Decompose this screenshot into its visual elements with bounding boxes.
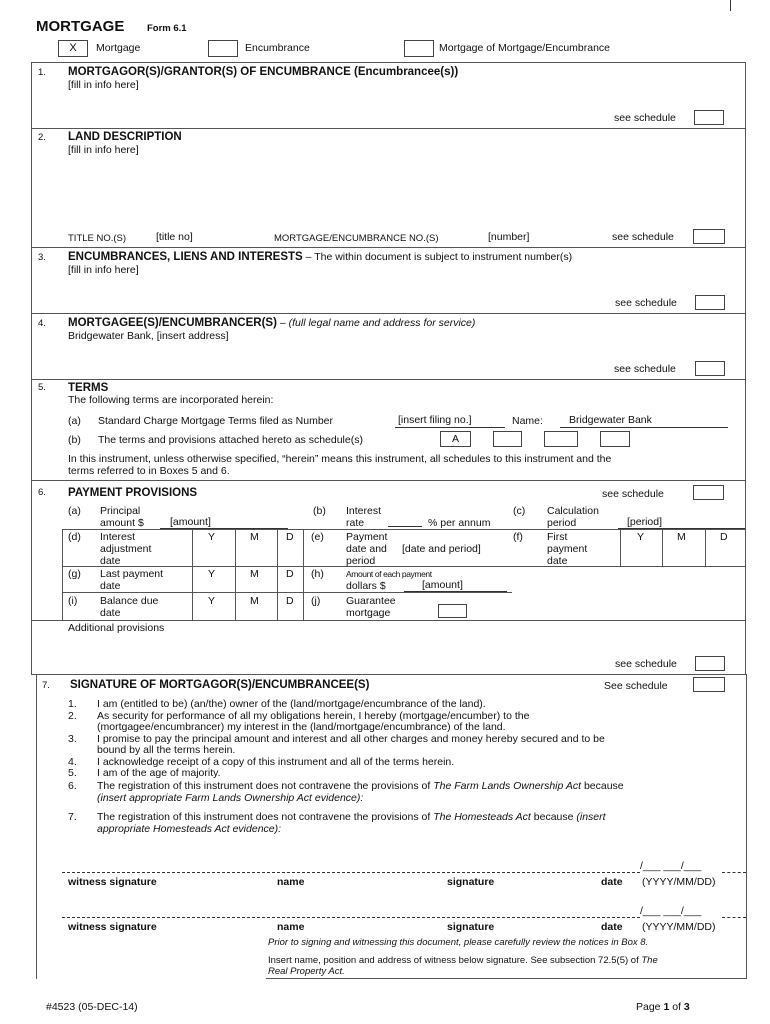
provision-g-label: (g) (68, 568, 81, 580)
section-3-heading (68, 251, 572, 263)
section-4-schedule-checkbox[interactable] (695, 361, 725, 376)
homesteads-act: The Homesteads Act (433, 811, 531, 823)
statement-7-number: 7. (68, 811, 77, 823)
term-a-name-underline (560, 427, 728, 428)
grid-line (662, 529, 663, 566)
last-payment-label-1: Last payment (100, 568, 164, 580)
first-payment-label-2: payment (547, 543, 588, 555)
guarantee-checkbox[interactable] (438, 604, 467, 618)
page-number: 1 (663, 1001, 670, 1013)
signature-line-1-end (722, 872, 746, 873)
payment-date-label-3: period (346, 555, 376, 567)
grid-line (620, 529, 621, 566)
interest-rate-label-2: rate (346, 517, 365, 529)
section-7-schedule-checkbox[interactable] (693, 677, 725, 692)
section-6-additional-schedule-checkbox[interactable] (695, 656, 725, 671)
principal-amount-value[interactable]: [amount] (170, 516, 211, 528)
ymd-d: D (286, 531, 294, 543)
section-4-heading (68, 317, 475, 329)
interest-adjustment-label-3: date (100, 555, 121, 567)
mortgage-of-mortgage-checkbox[interactable] (404, 40, 434, 57)
signature-label-2: signature (447, 921, 495, 933)
provision-b-label: (b) (313, 505, 326, 517)
encumbrance-no-value[interactable]: [number] (488, 231, 530, 243)
provision-i-label: (i) (68, 595, 78, 607)
encumbrance-checkbox[interactable] (208, 40, 238, 57)
statement-7-evidence[interactable]: appropriate Homesteads Act evidence): (97, 823, 282, 835)
payment-date-label-1: Payment (346, 531, 388, 543)
provision-h-label: (h) (311, 568, 324, 580)
filing-number-underline (395, 427, 505, 428)
section-4-see-schedule: see schedule (614, 363, 676, 375)
provision-c-label: (c) (513, 505, 526, 517)
page-prefix: Page (636, 1001, 664, 1013)
term-b-text: The terms and provisions attached hereto as schedule(s) (98, 434, 363, 446)
mortgage-option-label: Mortgage (96, 42, 141, 54)
statement-1-line: I am (entitled to be) (an/the) owner of the (land/mortgage/encumbrance of the land). (97, 698, 486, 710)
date-slashes-1[interactable]: /___ ___/___ (640, 860, 702, 872)
section-6-number: 6. (38, 487, 46, 498)
section-3-number: 3. (38, 252, 46, 263)
page-total: 3 (683, 1001, 690, 1013)
date-slashes-2[interactable]: /___ ___/___ (640, 905, 702, 917)
section-5-note-line2: terms referred to in Boxes 5 and 6. (68, 465, 230, 477)
farm-lands-act: The Farm Lands Ownership Act (433, 780, 582, 792)
date-format-2: (YYYY/MM/DD) (642, 921, 716, 933)
date-label-2: date (601, 921, 623, 933)
payment-date-label-2: date and (346, 543, 387, 555)
term-a-text: Standard Charge Mortgage Terms filed as Number (98, 415, 334, 427)
section-3-schedule-checkbox[interactable] (695, 295, 725, 310)
notice-act-name: Real Property Act. (268, 966, 345, 977)
statement-7-text: The registration of this instrument does not contravene the provisions of (97, 811, 434, 823)
ymd-d: D (720, 531, 728, 543)
ymd-y: Y (208, 531, 216, 543)
term-a-name-value[interactable]: Bridgewater Bank (569, 414, 652, 426)
first-payment-label-1: First (547, 531, 568, 543)
interest-adjustment-label-1: Interest (100, 531, 136, 543)
interest-rate-field[interactable] (388, 526, 422, 527)
balance-due-label-2: date (100, 607, 121, 619)
page-of: of (669, 1001, 684, 1013)
form-number: Form 6.1 (147, 23, 187, 34)
payment-amount-label-2: dollars $ (346, 580, 386, 592)
divider (31, 128, 746, 129)
ymd-m: M (677, 531, 686, 543)
section-7-right-border (746, 674, 747, 979)
notice-review-box-8: Prior to signing and witnessing this document, please carefully review the notices in Box 8. (268, 937, 649, 948)
filing-number-value[interactable]: [insert filing no.] (398, 414, 472, 426)
section-7-left-border (36, 674, 37, 979)
provision-a-label: (a) (68, 505, 81, 517)
grid-line (31, 620, 746, 621)
payment-amount-label-1: Amount of each payment (346, 569, 432, 579)
guarantee-label-1: Guarantee (346, 595, 396, 607)
section-3-title: ENCUMBRANCES, LIENS AND INTERESTS (68, 251, 303, 263)
term-b-label: (b) (68, 434, 81, 446)
encumbrance-no-label: MORTGAGE/ENCUMBRANCE NO.(S) (274, 233, 439, 244)
divider (31, 313, 746, 314)
section-5-note-line1: In this instrument, unless otherwise specified, “herein” means this instrument, all schedules to this instrument and the (68, 453, 612, 465)
form-left-border (31, 62, 32, 674)
section-1-see-schedule: see schedule (614, 112, 676, 124)
additional-provisions-label: Additional provisions (68, 622, 165, 634)
section-2-see-schedule: see schedule (612, 231, 674, 243)
statement-7-because: because (530, 811, 577, 823)
section-6-schedule-checkbox[interactable] (693, 485, 724, 500)
schedule-box-1[interactable]: A (440, 431, 471, 447)
section-4-title: MORTGAGEE(S)/ENCUMBRANCER(S) (68, 317, 277, 329)
name-label-2: name (277, 921, 305, 933)
section-6-title: PAYMENT PROVISIONS (68, 487, 198, 499)
ymd-d: D (286, 568, 294, 580)
signature-label-1: signature (447, 876, 495, 888)
statement-2-line: As security for performance of all my obligations herein, I hereby (mortgage/encumber) to the (97, 709, 530, 722)
statement-6-evidence[interactable]: (insert appropriate Farm Lands Ownership Act evidence): (97, 792, 364, 804)
first-payment-label-3: date (547, 555, 568, 567)
section-7-see-schedule: See schedule (604, 680, 668, 692)
section-3-fill[interactable]: [fill in info here] (68, 264, 139, 276)
schedule-box-4[interactable] (600, 431, 630, 447)
term-a-name-label: Name: (512, 415, 543, 427)
divider (31, 480, 746, 481)
section-2-title: LAND DESCRIPTION (68, 131, 182, 143)
section-5-intro: The following terms are incorporated herein: (68, 394, 274, 406)
statement-6 (97, 780, 624, 792)
ymd-y: Y (208, 568, 216, 580)
statement-6-text: The registration of this instrument does not contravene the provisions of (97, 780, 434, 792)
section-2-schedule-checkbox[interactable] (693, 229, 725, 244)
statement-5-line: I am of the age of majority. (97, 767, 221, 779)
section-1-fill[interactable]: [fill in info here] (68, 79, 139, 91)
statement-3-line: I promise to pay the principal amount and interest and all other charges and money hereby secured and to be (97, 732, 605, 745)
ymd-m: M (250, 568, 259, 580)
page-indicator (636, 1001, 690, 1013)
mortgage-checkbox[interactable]: X (58, 40, 88, 57)
divider (31, 247, 746, 248)
payment-amount-value[interactable]: [amount] (422, 579, 463, 591)
section-3-title-rest: – The within document is subject to instrument number(s) (302, 251, 573, 263)
grid-line (235, 529, 236, 620)
statement-5-number: 5. (68, 767, 77, 779)
section-2-number: 2. (38, 132, 46, 143)
signature-line-2[interactable] (62, 917, 640, 918)
section-3-see-schedule: see schedule (615, 297, 677, 309)
ymd-m: M (250, 595, 259, 607)
mortgage-of-mortgage-option-label: Mortgage of Mortgage/Encumbrance (439, 42, 611, 54)
statement-6-number: 6. (68, 780, 77, 792)
payment-date-value[interactable]: [date and period] (402, 543, 481, 555)
grid-line (192, 529, 193, 620)
title-no-label: TITLE NO.(S) (68, 233, 127, 244)
divider (31, 674, 746, 675)
notice-act-the: The (641, 955, 658, 966)
ymd-y: Y (208, 595, 216, 607)
grid-line (277, 529, 278, 620)
statement-3-number: 3. (68, 732, 77, 745)
balance-due-label-1: Balance due (100, 595, 159, 607)
notice-witness-text: Insert name, position and address of witness below signature. See subsection 72.5(5) of (268, 955, 642, 966)
grid-line (62, 566, 746, 567)
statement-7 (97, 811, 606, 823)
section-1-title: MORTGAGOR(S)/GRANTOR(S) OF ENCUMBRANCE (Encumbrancee(s)) (68, 66, 459, 78)
schedule-box-2[interactable] (493, 431, 522, 447)
form-top-border (31, 62, 746, 63)
provision-j-label: (j) (311, 595, 321, 607)
term-a-label: (a) (68, 415, 81, 427)
corner-mark (730, 0, 731, 11)
encumbrance-option-label: Encumbrance (245, 42, 310, 54)
title-no-value[interactable]: [title no] (156, 231, 193, 243)
ymd-d: D (286, 595, 294, 607)
grid-line (62, 592, 512, 593)
schedule-box-3[interactable] (544, 431, 578, 447)
divider (31, 379, 746, 380)
form-title: MORTGAGE (36, 18, 125, 35)
statement-4-number: 4. (68, 755, 77, 768)
statement-1-number: 1. (68, 698, 77, 710)
grid-line (303, 529, 304, 620)
name-label-1: name (277, 876, 305, 888)
guarantee-label-2: mortgage (346, 607, 391, 619)
principal-label-2: amount $ (100, 517, 144, 529)
date-label-1: date (601, 876, 623, 888)
statement-7-insert: (insert (576, 811, 606, 823)
mortgagee-value[interactable]: Bridgewater Bank, [insert address] (68, 330, 229, 342)
grid-line (705, 529, 706, 566)
grid-line (62, 529, 745, 530)
date-format-1: (YYYY/MM/DD) (642, 876, 716, 888)
statement-4-line: I acknowledge receipt of a copy of this instrument and all of the terms herein. (97, 755, 455, 768)
section-6-additional-see-schedule: see schedule (615, 658, 677, 670)
section-1-schedule-checkbox[interactable] (694, 110, 724, 125)
section-5-number: 5. (38, 382, 46, 393)
section-1-number: 1. (38, 67, 46, 78)
section-5-title: TERMS (68, 382, 109, 394)
principal-label-1: Principal (100, 505, 141, 517)
last-payment-label-2: date (100, 580, 121, 592)
payment-amount-underline (404, 591, 507, 592)
form-code: #4523 (05-DEC-14) (46, 1001, 138, 1013)
section-4-number: 4. (38, 318, 46, 329)
grid-line (62, 529, 63, 620)
section-6-see-schedule: see schedule (602, 488, 664, 500)
interest-rate-label-1: Interest (346, 505, 382, 517)
provision-f-label: (f) (513, 531, 523, 543)
interest-rate-suffix: % per annum (428, 517, 491, 529)
section-2-fill[interactable]: [fill in info here] (68, 144, 139, 156)
provision-e-label: (e) (311, 531, 324, 543)
section-7-number: 7. (42, 680, 50, 691)
form-right-border (745, 62, 746, 674)
calc-period-value[interactable]: [period] (627, 516, 663, 528)
ymd-y: Y (637, 531, 645, 543)
calc-period-label-1: Calculation (547, 505, 599, 517)
ymd-m: M (250, 531, 259, 543)
signature-line-2-end (722, 917, 746, 918)
section-4-title-italic: (full legal name and address for service) (288, 317, 476, 329)
signature-line-1[interactable] (62, 872, 640, 873)
provision-d-label: (d) (68, 531, 81, 543)
statement-2-line: (mortgagee/encumbrancer) my interest in the (land/mortgage/encumbrance) of the land. (97, 721, 506, 733)
calc-period-label-2: period (547, 517, 577, 529)
witness-signature-label-2: witness signature (68, 921, 157, 933)
interest-adjustment-label-2: adjustment (100, 543, 152, 555)
witness-signature-label-1: witness signature (68, 876, 157, 888)
section-7-bottom-border (266, 978, 746, 979)
statement-6-because: because (581, 780, 624, 792)
section-4-dash: – (276, 317, 289, 329)
statement-2-number: 2. (68, 709, 77, 722)
section-7-title: SIGNATURE OF MORTGAGOR(S)/ENCUMBRANCEE(S) (70, 679, 370, 691)
statement-3-line: bound by all the terms herein. (97, 744, 236, 756)
